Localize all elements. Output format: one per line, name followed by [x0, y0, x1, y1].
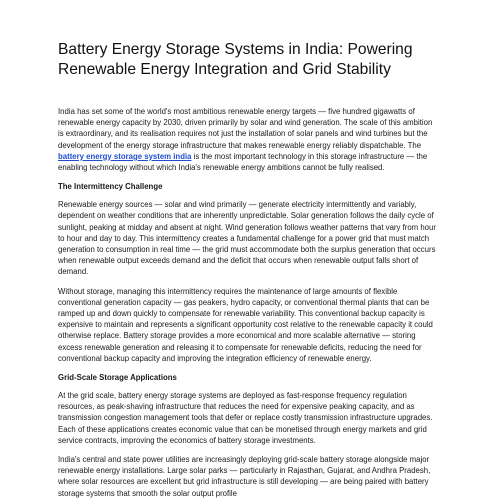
- intro-text-after-link: is the most important technology in this storage infrastructure — the enabling technology without which India's renewable energy ambitions cannot be fully realised.: [58, 151, 428, 173]
- page-title: Battery Energy Storage Systems in India: Powering Renewable Energy Integration and Grid Stability: [58, 41, 413, 78]
- intro-paragraph: [58, 106, 437, 173]
- paragraph-grid-scale-2: India's central and state power utilities are increasingly deploying grid-scale battery storage alongside major renewable energy installations. Large solar parks — particularly in Rajasthan, Gujarat, and Andhra Pradesh, where solar resources are excellent but grid infrastructure is still developing — are being paired with battery storage systems that smooth the solar output profile: [58, 455, 431, 498]
- paragraph-grid-scale-1: At the grid scale, battery energy storage systems are deployed as fast-response frequency regulation resources, as peak-shaving infrastructure that reduces the need for expensive peaking capacity, and as transmission congestion management tools that defer or replace costly transmission infrastructure upgrades. Each of these applications creates economic value that can be monetised through energy markets and grid service contracts, improving the economics of battery storage investments.: [58, 391, 433, 445]
- paragraph-intermittency-2: Without storage, managing this intermittency requires the maintenance of large amounts of flexible conventional generation capacity — gas peakers, hydro capacity, or conventional thermal plants that can be ramped up and down quickly to compensate for renewable variability. This conventional backup capacity is expensive to maintain and represents a significant opportunity cost relative to the renewable capacity it could otherwise replace. Battery storage provides a more economical and more scalable alternative — storing excess renewable generation and releasing it to compensate for renewable deficits, reducing the need for conventional backup capacity and improving the integration efficiency of renewable energy.: [58, 286, 433, 363]
- intro-text-before-link: India has set some of the world's most ambitious renewable energy targets — five hundred gigawatts of renewable energy capacity by 2030, driven primarily by solar and wind generation. The scale of this ambition is extraordinary, and its realisation requires not just the installation of solar panels and wind turbines but the development of the energy storage infrastructure that makes renewable energy reliably dispatchable. The: [58, 107, 433, 150]
- battery-storage-link[interactable]: battery energy storage system india: [58, 151, 192, 161]
- section-heading-grid-scale: Grid-Scale Storage Applications: [58, 373, 177, 383]
- section-heading-intermittency: The Intermittency Challenge: [58, 182, 163, 192]
- paragraph-intermittency-1: Renewable energy sources — solar and wind primarily — generate electricity intermittently and variably, dependent on weather conditions that are inherently unpredictable. Solar generation follows the daily cycle of sunlight, peaking at midday and absent at night. Wind generation follows weather patterns that vary from hour to hour and day to day. This intermittency creates a fundamental challenge for a power grid that must match generation to consumption in real time — the grid must accommodate both the surplus generation that occurs when renewable output exceeds demand and the deficit that occurs when renewable output falls short of demand.: [58, 200, 436, 277]
